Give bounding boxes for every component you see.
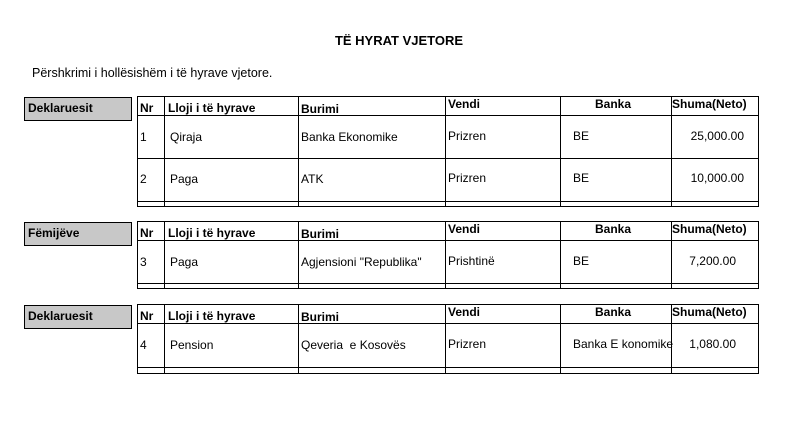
section-label: Deklaruesit — [24, 305, 132, 329]
table-border — [560, 96, 561, 207]
cell-type: Qiraja — [170, 130, 203, 144]
table-border — [137, 201, 759, 202]
cell-bank: BE — [573, 129, 590, 143]
table-border — [137, 96, 138, 207]
header-type: Lloji i të hyrave — [168, 226, 256, 240]
page-description: Përshkrimi i hollësishëm i të hyrave vjetore. — [32, 66, 273, 80]
header-amount: Shuma(Neto) — [672, 305, 747, 319]
table-border — [758, 96, 759, 207]
table-border — [164, 96, 165, 207]
table-border — [445, 304, 446, 374]
table-border — [298, 304, 299, 374]
cell-country: Prishtinë — [448, 254, 495, 268]
table-border — [137, 367, 759, 368]
header-nr: Nr — [140, 309, 154, 323]
cell-country: Prizren — [448, 129, 487, 143]
cell-country: Prizren — [448, 337, 487, 351]
header-bank: Banka — [595, 222, 632, 236]
table-border — [137, 373, 759, 374]
table-border — [560, 304, 561, 374]
table-border — [445, 96, 446, 207]
header-bank: Banka — [595, 305, 632, 319]
header-source: Burimi — [301, 102, 340, 116]
cell-source: Banka Ekonomike — [301, 130, 398, 144]
header-nr: Nr — [140, 226, 154, 240]
header-nr: Nr — [140, 101, 154, 115]
header-amount: Shuma(Neto) — [672, 222, 747, 236]
table-border — [137, 206, 759, 207]
table-border — [298, 221, 299, 289]
cell-amount: 10,000.00 — [690, 171, 744, 185]
cell-type: Paga — [170, 255, 199, 269]
cell-country: Prizren — [448, 171, 487, 185]
cell-nr: 3 — [140, 255, 147, 269]
cell-bank: Banka E konomike — [573, 337, 674, 351]
header-source: Burimi — [301, 227, 340, 241]
table-border — [137, 158, 759, 159]
cell-source: Agjensioni "Republika" — [301, 255, 422, 269]
table-border — [137, 115, 759, 116]
cell-bank: BE — [573, 254, 590, 268]
cell-source: ATK — [301, 172, 324, 186]
table-border — [164, 221, 165, 289]
header-country: Vendi — [448, 305, 481, 319]
header-amount: Shuma(Neto) — [672, 97, 747, 111]
table-border — [560, 221, 561, 289]
header-type: Lloji i të hyrave — [168, 309, 256, 323]
cell-nr: 4 — [140, 338, 147, 352]
cell-source: Qeveria e Kosovës — [301, 338, 406, 352]
table-border — [671, 96, 672, 207]
table-border — [137, 304, 138, 374]
cell-amount: 7,200.00 — [689, 254, 736, 268]
cell-amount: 25,000.00 — [690, 129, 744, 143]
table-border — [164, 304, 165, 374]
cell-type: Pension — [170, 338, 214, 352]
cell-nr: 1 — [140, 130, 147, 144]
cell-amount: 1,080.00 — [689, 337, 736, 351]
header-source: Burimi — [301, 310, 340, 324]
section-label: Fëmijëve — [24, 222, 132, 246]
cell-bank: BE — [573, 171, 590, 185]
header-country: Vendi — [448, 222, 481, 236]
table-border — [298, 96, 299, 207]
table-border — [137, 323, 759, 324]
page-title: TË HYRAT VJETORE — [334, 33, 464, 48]
table-border — [137, 288, 759, 289]
table-border — [137, 221, 138, 289]
cell-nr: 2 — [140, 172, 147, 186]
table-border — [137, 283, 759, 284]
cell-type: Paga — [170, 172, 199, 186]
header-bank: Banka — [595, 97, 632, 111]
section-label: Deklaruesit — [24, 97, 132, 121]
table-border — [758, 221, 759, 289]
header-type: Lloji i të hyrave — [168, 101, 256, 115]
table-border — [758, 304, 759, 374]
header-country: Vendi — [448, 97, 481, 111]
table-border — [445, 221, 446, 289]
table-border — [137, 240, 759, 241]
